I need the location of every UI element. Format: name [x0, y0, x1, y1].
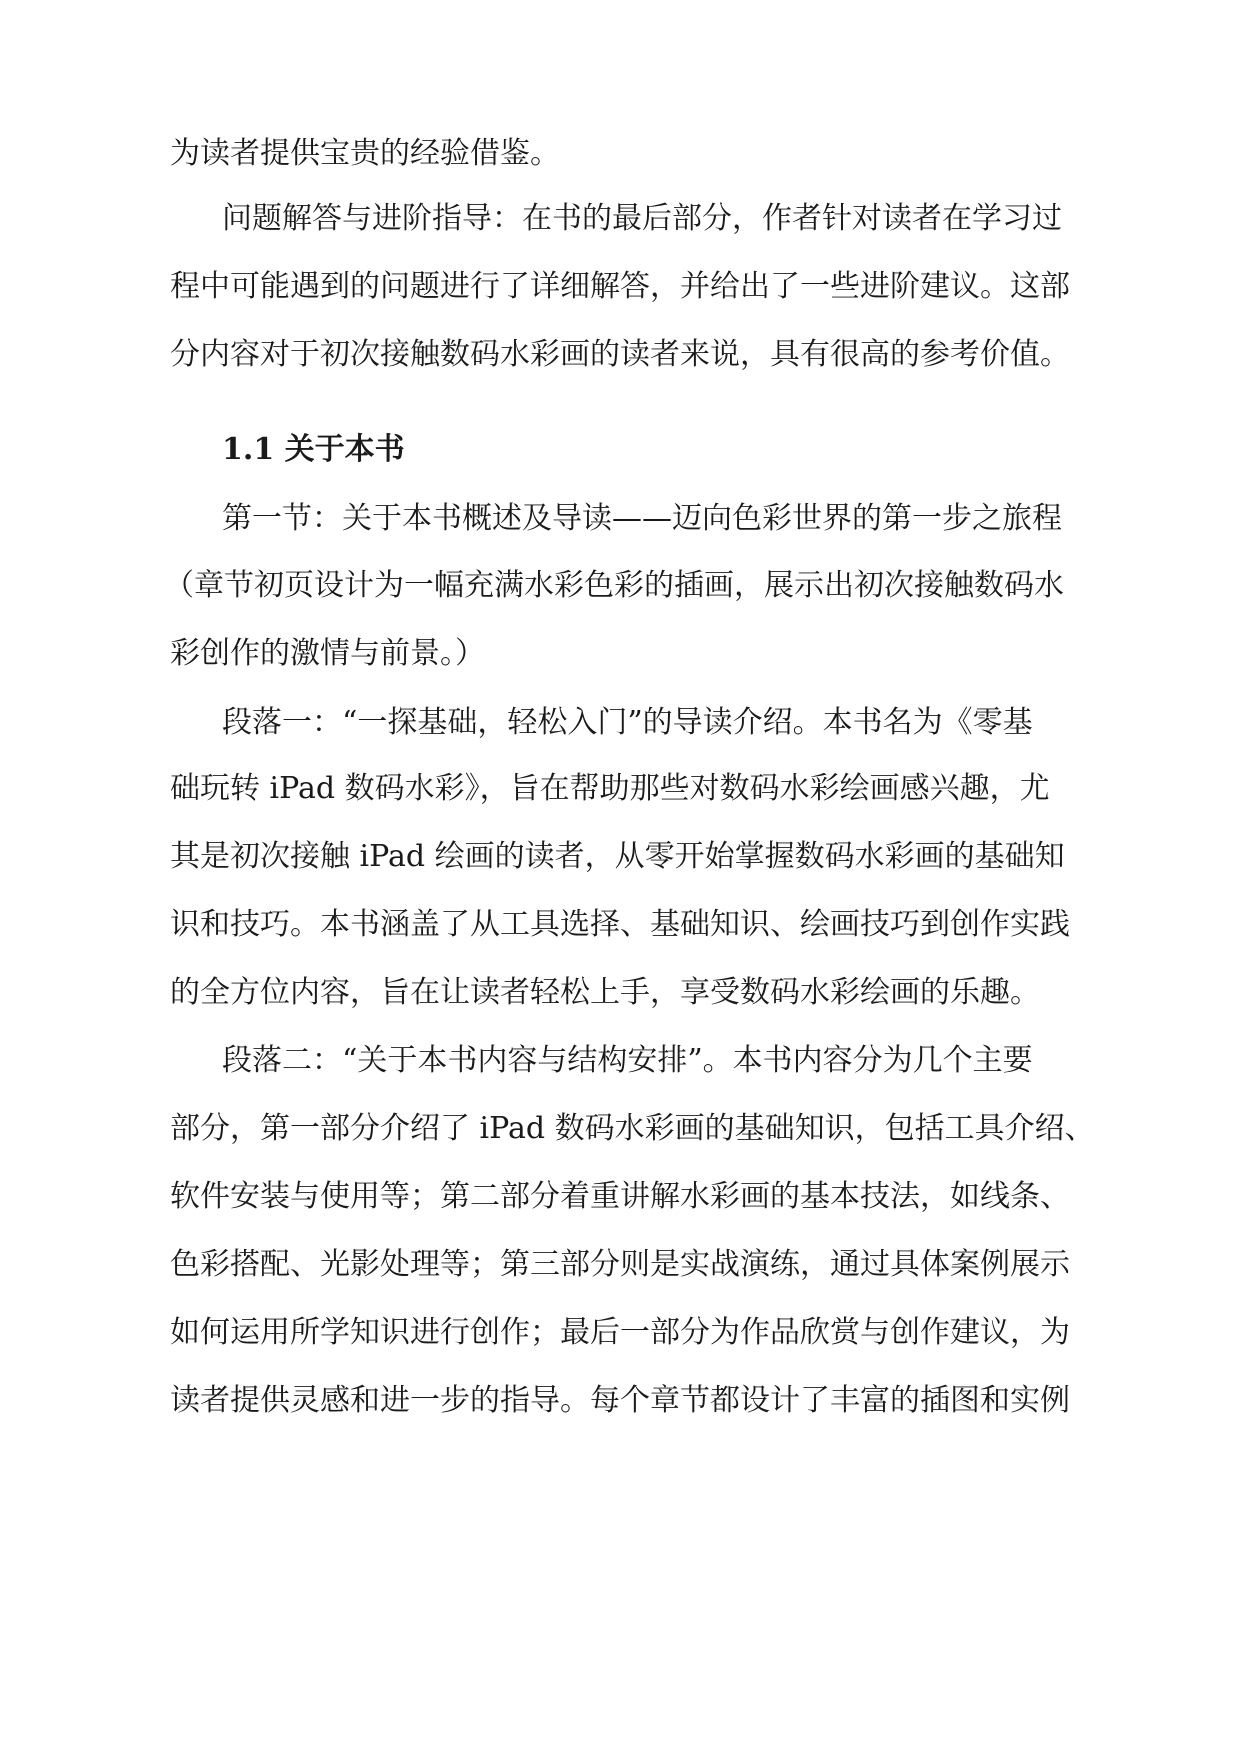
- paragraph-line: 其是初次接触 iPad 绘画的读者，从零开始掌握数码水彩画的基础知: [170, 839, 1065, 874]
- paragraph-line: 础玩转 iPad 数码水彩》，旨在帮助那些对数码水彩绘画感兴趣，尤: [170, 771, 1050, 806]
- paragraph-line: 分内容对于初次接触数码水彩画的读者来说，具有很高的参考价值。: [170, 337, 1070, 372]
- section-heading: 1.1 关于本书: [222, 432, 405, 467]
- paragraph-line: 如何运用所学知识进行创作；最后一部分为作品欣赏与创作建议，为: [170, 1315, 1070, 1350]
- paragraph-line: 段落一：“一探基础，轻松入门”的导读介绍。本书名为《零基: [222, 705, 1033, 740]
- paragraph-line: 读者提供灵感和进一步的指导。每个章节都设计了丰富的插图和实例: [170, 1383, 1070, 1418]
- paragraph-line: 识和技巧。本书涵盖了从工具选择、基础知识、绘画技巧到创作实践: [170, 907, 1070, 942]
- chapter-note-line: 彩创作的激情与前景。）: [170, 636, 485, 671]
- paragraph-line: 为读者提供宝贵的经验借鉴。: [170, 136, 560, 171]
- paragraph-line: 问题解答与进阶指导：在书的最后部分，作者针对读者在学习过: [222, 201, 1062, 236]
- paragraph-line: 软件安装与使用等；第二部分着重讲解水彩画的基本技法，如线条、: [170, 1179, 1070, 1214]
- paragraph-line: 的全方位内容，旨在让读者轻松上手，享受数码水彩绘画的乐趣。: [170, 975, 1040, 1010]
- chapter-note-line: （章节初页设计为一幅充满水彩色彩的插画，展示出初次接触数码水: [164, 568, 1064, 603]
- paragraph-line: 色彩搭配、光影处理等；第三部分则是实战演练，通过具体案例展示: [170, 1247, 1070, 1282]
- paragraph-line: 程中可能遇到的问题进行了详细解答，并给出了一些进阶建议。这部: [170, 269, 1070, 304]
- paragraph-line: 部分，第一部分介绍了 iPad 数码水彩画的基础知识，包括工具介绍、: [170, 1111, 1095, 1146]
- section-subtitle: 第一节：关于本书概述及导读——迈向色彩世界的第一步之旅程: [222, 501, 1062, 536]
- paragraph-line: 段落二：“关于本书内容与结构安排”。本书内容分为几个主要: [222, 1043, 1033, 1078]
